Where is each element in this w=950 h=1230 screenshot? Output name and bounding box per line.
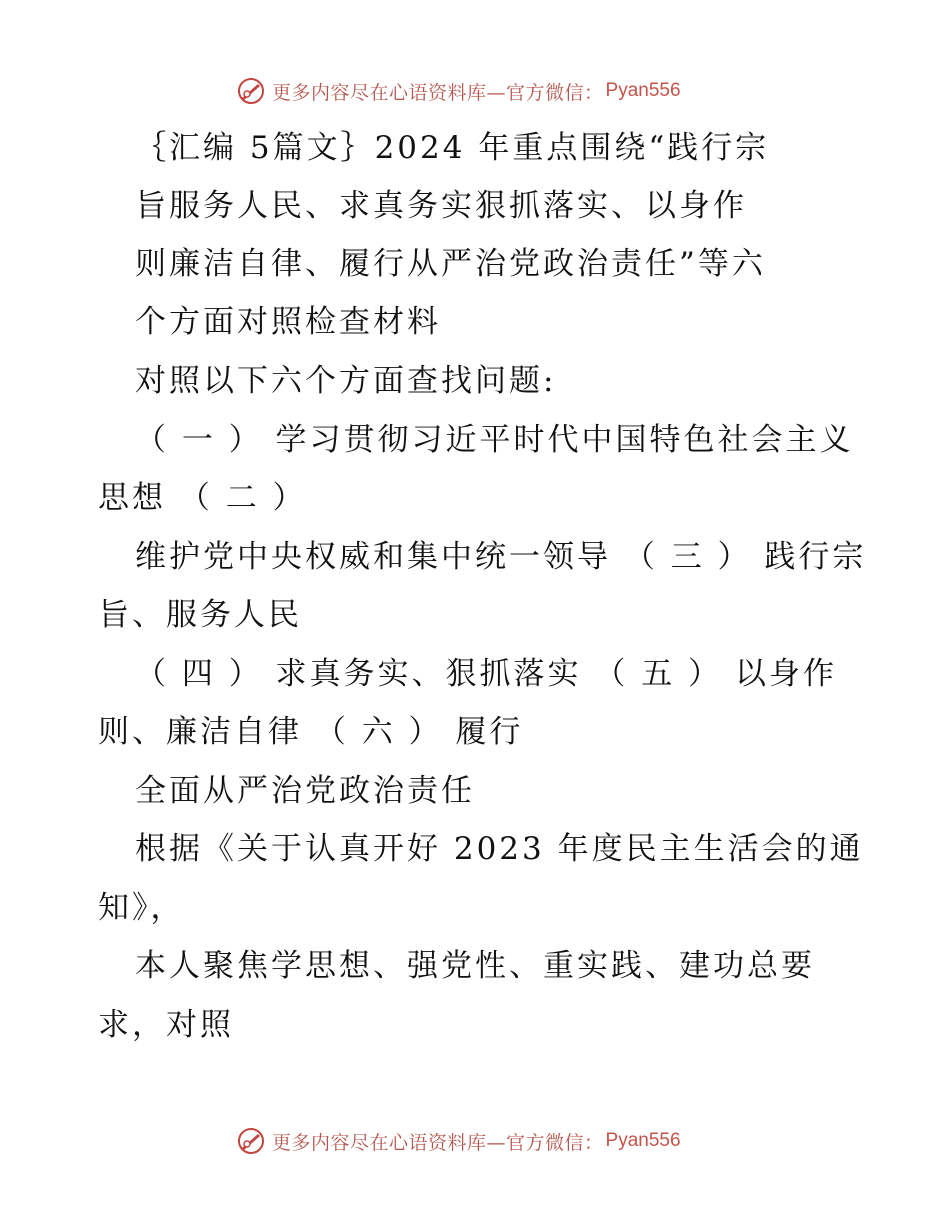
text-line: 求，对照 [98, 1007, 234, 1043]
text-line: 全面从严治党政治责任 [135, 773, 475, 809]
watermark-wechat-id: Pyan556 [605, 1130, 681, 1151]
text-line: （ 四 ） 求真务实、狠抓落实 （ 五 ） 以身作 [135, 656, 837, 692]
text-line: 则廉洁自律、履行从严治党政治责任”等六 [135, 246, 766, 282]
watermark-wechat-id: Pyan556 [605, 80, 681, 101]
text-line: 维护党中央权威和集中统一领导 （ 三 ） 践行宗 [135, 539, 867, 575]
text-line: （ 一 ） 学习贯彻习近平时代中国特色社会主义 [135, 422, 854, 458]
watermark-text: 更多内容尽在心语资料库—官方微信： [272, 81, 604, 104]
text-line: ｛汇编 5篇文｝2024 年重点围绕“践行宗 [135, 130, 770, 166]
watermark-text: 更多内容尽在心语资料库—官方微信： [272, 1131, 604, 1154]
watermark-header [236, 74, 681, 108]
brand-logo-icon [236, 1126, 266, 1156]
brand-logo-icon [236, 76, 266, 106]
watermark-footer [236, 1124, 681, 1158]
text-line: 思想 （ 二 ） [98, 480, 307, 516]
text-line: 旨服务人民、求真务实狠抓落实、以身作 [135, 188, 747, 224]
text-line: 则、廉洁自律 （ 六 ） 履行 [98, 714, 524, 750]
text-line: 本人聚焦学思想、强党性、重实践、建功总要 [135, 948, 815, 984]
text-line: 对照以下六个方面查找问题: [135, 363, 557, 399]
text-line: 旨、服务人民 [98, 597, 302, 633]
text-line: 知》， [98, 890, 185, 926]
text-line: 根据《关于认真开好 2023 年度民主生活会的通 [135, 831, 864, 867]
text-line: 个方面对照检查材料 [135, 304, 441, 340]
